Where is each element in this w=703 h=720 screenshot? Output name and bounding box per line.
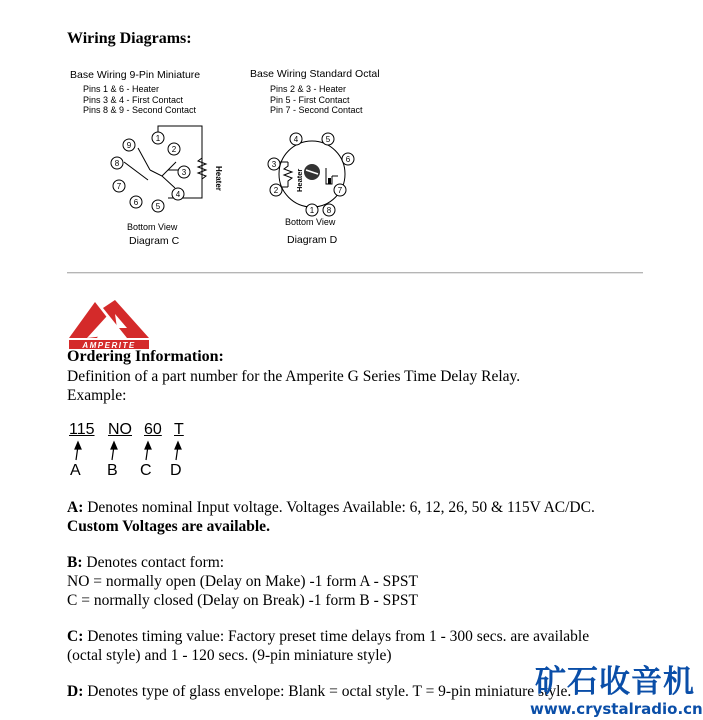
diagram-c-line-1: Pins 1 & 6 - Heater	[83, 84, 160, 94]
diagram-c-pin-5: 5	[155, 202, 161, 211]
diagram-c-pin-9: 9	[126, 141, 132, 150]
letter-b: B	[107, 462, 118, 479]
letter-d: D	[170, 462, 182, 479]
diagram-c-line-2: Pins 3 & 4 - First Contact	[83, 94, 184, 105]
diagram-d-line-1: Pins 2 & 3 - Heater	[270, 84, 347, 94]
diagram-c-pin-3: 3	[181, 168, 187, 177]
diagram-d-pin-list	[270, 84, 363, 116]
diagram-c-pin-4: 4	[175, 190, 181, 199]
diagram-c-pin-8: 8	[114, 159, 120, 168]
diagram-d-pin-2: 2	[273, 186, 279, 195]
amperite-logo	[67, 298, 152, 350]
part-envelope: T	[174, 421, 184, 438]
letter-c: C	[140, 462, 152, 479]
section-b-key: B:	[67, 554, 83, 571]
watermark-chinese: 矿石收音机	[535, 664, 695, 700]
diagram-c-pin-list	[83, 84, 196, 116]
diagram-d-caption: Diagram D	[287, 234, 338, 246]
diagram-d-heater-label: Heater	[295, 168, 304, 192]
section-a-custom: Custom Voltages are available.	[67, 518, 270, 535]
diagram-d-heading: Base Wiring Standard Octal	[250, 68, 380, 80]
diagram-c-heater-label: Heater	[214, 166, 223, 191]
section-b	[67, 553, 224, 572]
ordering-title: Ordering Information:	[67, 348, 224, 365]
diagram-d-line-3: Pin 7 - Second Contact	[270, 105, 363, 115]
section-c-line-2: (octal style) and 1 - 120 secs. (9-pin miniature style)	[67, 647, 392, 664]
section-b-line-1: NO = normally open (Delay on Make) -1 form A - SPST	[67, 573, 418, 590]
diagram-d-pin-1: 1	[309, 206, 315, 215]
section-a-key: A:	[67, 499, 84, 516]
section-a	[67, 498, 595, 517]
part-timing: 60	[144, 421, 162, 438]
diagram-c-schematic	[100, 118, 225, 223]
section-b-line-2: C = normally closed (Delay on Break) -1 form B - SPST	[67, 592, 418, 609]
part-voltage: 115	[69, 421, 95, 438]
section-d-text: Denotes type of glass envelope: Blank = octal style. T = 9-pin miniature style.	[83, 683, 572, 700]
diagram-c-pin-7: 7	[116, 182, 122, 191]
diagram-d-pin-7: 7	[337, 186, 343, 195]
ordering-definition: Definition of a part number for the Amperite G Series Time Delay Relay.	[67, 368, 521, 385]
example-label: Example:	[67, 387, 127, 404]
section-c-text: Denotes timing value: Factory preset time delays from 1 - 300 secs. are available	[83, 628, 590, 645]
part-contact: NO	[108, 421, 132, 438]
section-c	[67, 627, 589, 646]
diagram-d-pin-4: 4	[293, 135, 299, 144]
part-arrows	[66, 440, 191, 462]
diagram-d-line-2: Pin 5 - First Contact	[270, 94, 350, 105]
diagram-c-line-3: Pins 8 & 9 - Second Contact	[83, 105, 197, 115]
diagram-d-pin-3: 3	[271, 160, 277, 169]
letter-a: A	[70, 462, 81, 479]
diagram-d-pin-5: 5	[325, 135, 331, 144]
svg-text:AMPERITE: AMPERITE	[82, 341, 136, 350]
diagram-d-pin-8: 8	[326, 206, 332, 215]
wiring-diagrams-title: Wiring Diagrams:	[67, 30, 192, 47]
section-c-key: C:	[67, 628, 84, 645]
section-d-key: D:	[67, 683, 84, 700]
diagram-d-bottom-view: Bottom View	[285, 217, 336, 227]
diagram-c-pin-2: 2	[171, 145, 177, 154]
watermark-url: www.crystalradio.cn	[530, 700, 703, 718]
diagram-c-pin-6: 6	[133, 198, 139, 207]
diagram-c-caption: Diagram C	[129, 235, 180, 247]
section-b-text: Denotes contact form:	[82, 554, 225, 571]
section-a-text: Denotes nominal Input voltage. Voltages Available: 6, 12, 26, 50 & 115V AC/DC.	[83, 499, 595, 516]
section-d	[67, 682, 571, 701]
diagram-c-pin-1: 1	[155, 134, 161, 143]
diagram-c-heading: Base Wiring 9-Pin Miniature	[70, 69, 201, 81]
diagram-d-schematic	[262, 124, 367, 219]
section-divider	[67, 272, 643, 274]
diagram-d-pin-6: 6	[345, 155, 351, 164]
diagram-c-bottom-view: Bottom View	[127, 222, 178, 232]
